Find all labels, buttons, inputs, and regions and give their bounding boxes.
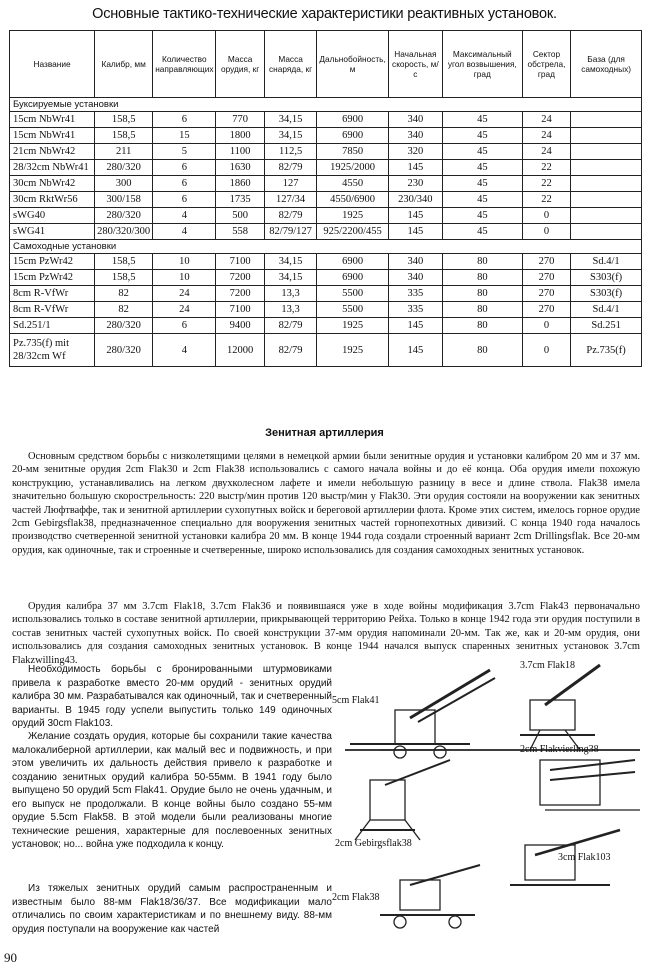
table-cell: 22 <box>522 176 571 192</box>
table-cell: 6 <box>153 112 216 128</box>
table-cell: 24 <box>522 144 571 160</box>
label-flakvierling: 2cm Flakvierling38 <box>520 744 599 755</box>
table-cell: 7850 <box>317 144 388 160</box>
table-cell: 80 <box>442 302 522 318</box>
table-cell: 270 <box>522 286 571 302</box>
table-row <box>10 112 642 128</box>
table-cell: S303(f) <box>571 286 642 302</box>
page-number: 90 <box>4 950 17 965</box>
table-cell: 6900 <box>317 254 388 270</box>
table-cell: 34,15 <box>264 112 317 128</box>
paragraph: Основным средством борьбы с низколетящими целями в немецкой армии были зенитные орудия и установки калибром 20 мм и 37 мм. 20-мм зенитные орудия 2cm Flak30 и 2cm Flak38 использовались с самого начала войны и до её конца. Оба орудия имели похожую конструкцию, устанавливались на легком двухколесном лафете и имели небольшую разницу в весе и длине ствола. Flak38 имела значительно большую скорострельность: 220 выстр/мин против 120 выстр/мин у Flak30. Эти орудия состояли на вооружении как зенитных частей Люфтваффе, так и зенитной артиллерии сухопутных войск и береговой артиллерии флота. Кроме этих систем, имелось горное орудие 2cm Gebirgsflak38, предназначенное специально для вооружения зенитных частей горнопехотных дивизий. С конца 1940 года началось производство счетверенной зенитной установки калибра 20 мм. В конце 1944 года создали строенный вариант 2cm Drillingsflak. Все 20-мм орудия, как одиночные, так и строенные и счетверенные, широко использовались для создания самоходных зенитных установок. <box>12 451 640 556</box>
table-cell: 558 <box>216 224 264 240</box>
table-cell: 13,3 <box>264 302 317 318</box>
table-cell: 15cm NbWr41 <box>10 128 95 144</box>
header-cell: Масса снаряда, кг <box>264 31 317 98</box>
table-cell: Sd.4/1 <box>571 254 642 270</box>
table-cell: sWG40 <box>10 208 95 224</box>
table-cell: 925/2200/455 <box>317 224 388 240</box>
table-row <box>10 302 642 318</box>
paragraph: Необходимость борьбы с бронированными штурмовиками привела к разработке вместо 20-мм орудий - зенитных орудий калибра 30 мм. Разрабатывался как одиночный, так и счетверенный варианты. В 1945 году успели выпустить только 149 одиночных орудий 30cm Flak103. <box>12 664 332 729</box>
table-row <box>10 270 642 286</box>
table-cell: 28/32cm NbWr41 <box>10 160 95 176</box>
table-cell: 158,5 <box>95 254 153 270</box>
table-cell: 280/320 <box>95 334 153 367</box>
table-cell: Pz.735(f) <box>571 334 642 367</box>
table-cell: 1735 <box>216 192 264 208</box>
paragraph: Желание создать орудия, которые бы сохранили такие качества малокалиберной артиллерии, как малый вес и подвижность, и при этом увеличить их дальность действия привело к разработке и созданию зенитных орудий калибра 50-55мм. В 1941 году было выпущено 50 орудий 5cm Flak41. Орудие было не очень удачным, и его выпуск не продолжали. В конце войны было создано 55-мм орудие 5.5cm Flak58. В этой модели были реализованы многие технические решения, характерные для послевоенных зенитных установок; но... война уже подходила к концу. <box>12 731 332 850</box>
table-cell <box>571 192 642 208</box>
table-cell: 6 <box>153 318 216 334</box>
group-row <box>10 240 642 254</box>
table-cell: 7200 <box>216 270 264 286</box>
header-cell: Максимальный угол возвышения, град <box>442 31 522 98</box>
table-cell <box>571 144 642 160</box>
table-cell: 280/320 <box>95 318 153 334</box>
table-cell: 82/79 <box>264 208 317 224</box>
table-cell <box>571 208 642 224</box>
table-cell: 13,3 <box>264 286 317 302</box>
table-cell: 112,5 <box>264 144 317 160</box>
table-cell: 9400 <box>216 318 264 334</box>
table-cell: 1100 <box>216 144 264 160</box>
table-cell: 80 <box>442 334 522 367</box>
table-cell: 6 <box>153 192 216 208</box>
table-cell <box>10 334 95 367</box>
table-cell: 34,15 <box>264 270 317 286</box>
table-cell: 0 <box>522 334 571 367</box>
table-row <box>10 128 642 144</box>
table-cell: 6900 <box>317 128 388 144</box>
table-cell: 340 <box>388 112 442 128</box>
table-cell: 24 <box>153 286 216 302</box>
table-cell: 30cm NbWr42 <box>10 176 95 192</box>
table-cell: 15cm NbWr41 <box>10 112 95 128</box>
table-cell: 6900 <box>317 112 388 128</box>
table-cell: 24 <box>522 112 571 128</box>
paragraph: Орудия калибра 37 мм 3.7cm Flak18, 3.7cm Flak36 и появившаяся уже в ходе войны модификация 3.7cm Flak43 первоначально использовались только в составе зенитной артиллерии, прикрывающей территорию Рейха. Только в конце 1942 года эти орудия поступили в состав зенитных частей сухопутных войск. По своей конструкции 37-мм орудия напоминали 20-мм. Так же, как и 20-мм орудия, они использовались для создания самоходных зенитных установок. В конце 1944 началcя выпуск спаренных зенитных установок 3.7cm Flakzwilling43. <box>12 601 640 666</box>
table-cell: 4550/6900 <box>317 192 388 208</box>
table-cell <box>571 224 642 240</box>
table-cell: 82/79 <box>264 334 317 367</box>
table-cell: 24 <box>522 128 571 144</box>
table-cell: 270 <box>522 302 571 318</box>
table-cell: 770 <box>216 112 264 128</box>
table-cell: 158,5 <box>95 112 153 128</box>
table-cell: 145 <box>388 208 442 224</box>
table-cell: 280/320 <box>95 208 153 224</box>
table-cell: 145 <box>388 224 442 240</box>
table-cell: 230 <box>388 176 442 192</box>
label-gebirgsflak: 2cm Gebirgsflak38 <box>335 838 412 849</box>
table-cell: 7200 <box>216 286 264 302</box>
header-cell: Масса орудия, кг <box>216 31 264 98</box>
guns-illustration <box>332 660 645 942</box>
page-title: Основные тактико-технические характеристики реактивных установок. <box>92 6 557 22</box>
table-cell: 45 <box>442 144 522 160</box>
guns-drawing <box>340 660 645 942</box>
group-label-towed: Буксируемые установки <box>10 98 642 112</box>
table-cell: 1800 <box>216 128 264 144</box>
table-cell: 158,5 <box>95 270 153 286</box>
table-cell: 1925 <box>317 334 388 367</box>
table-cell: 145 <box>388 318 442 334</box>
table-cell: 45 <box>442 176 522 192</box>
table-cell: 30cm RktWr56 <box>10 192 95 208</box>
table-row <box>10 176 642 192</box>
table-cell: 12000 <box>216 334 264 367</box>
header-cell: Название <box>10 31 95 98</box>
table-row <box>10 192 642 208</box>
label-flak38: 2cm Flak38 <box>332 892 380 903</box>
table-cell: 320 <box>388 144 442 160</box>
table-cell: 22 <box>522 192 571 208</box>
table-cell: 45 <box>442 208 522 224</box>
flak18-drawing <box>520 665 600 750</box>
table-cell: Sd.4/1 <box>571 302 642 318</box>
table-row <box>10 254 642 270</box>
table-cell: 335 <box>388 302 442 318</box>
table-cell: 15 <box>153 128 216 144</box>
header-cell: База (для самоходных) <box>571 31 642 98</box>
header-cell: Начальная скорость, м/с <box>388 31 442 98</box>
gebirgsflak-drawing <box>355 760 450 840</box>
group-label-self-propelled: Самоходные установки <box>10 240 642 254</box>
table-cell: 1860 <box>216 176 264 192</box>
table-cell: 1925/2000 <box>317 160 388 176</box>
table-cell: 270 <box>522 270 571 286</box>
table-cell: 45 <box>442 224 522 240</box>
table-cell: 21cm NbWr42 <box>10 144 95 160</box>
table-cell: 82/79/127 <box>264 224 317 240</box>
table-cell: 127/34 <box>264 192 317 208</box>
section-title: Зенитная артиллерия <box>265 427 384 439</box>
table-row <box>10 286 642 302</box>
table-cell: 340 <box>388 254 442 270</box>
group-row <box>10 98 642 112</box>
cell-line: 28/32cm Wf <box>13 351 66 362</box>
table-cell: 0 <box>522 208 571 224</box>
table-cell: 127 <box>264 176 317 192</box>
flak38-drawing <box>380 865 480 928</box>
table-header-row <box>10 31 642 98</box>
table-cell: sWG41 <box>10 224 95 240</box>
paragraph: Из тяжелых зенитных орудий самым распространенным и известным было 88-мм Flak18/36/37. Все модификации мало отличались по своим характеристикам и по внешнему виду. 88-мм орудия поступали на вооружение как частей <box>12 883 332 935</box>
table-cell: 7100 <box>216 302 264 318</box>
table-cell: 15cm PzWr42 <box>10 254 95 270</box>
table-cell: 4550 <box>317 176 388 192</box>
table-cell: 82/79 <box>264 318 317 334</box>
table-cell: 22 <box>522 160 571 176</box>
table-cell: 270 <box>522 254 571 270</box>
table-cell: 300/158 <box>95 192 153 208</box>
table-row <box>10 144 642 160</box>
table-cell: 5 <box>153 144 216 160</box>
table-cell: 80 <box>442 270 522 286</box>
table-cell: 80 <box>442 286 522 302</box>
table-cell: 145 <box>388 160 442 176</box>
label-flak103: 3cm Flak103 <box>558 852 611 863</box>
table-cell: 8cm R-VfWr <box>10 302 95 318</box>
table-cell: 4 <box>153 208 216 224</box>
cell-line: Pz.735(f) mit <box>13 338 69 349</box>
table-cell: 0 <box>522 224 571 240</box>
table-cell: 82 <box>95 302 153 318</box>
table-cell: 80 <box>442 318 522 334</box>
table-cell: 6 <box>153 160 216 176</box>
specs-table <box>9 30 642 367</box>
table-row <box>10 224 642 240</box>
table-cell <box>571 112 642 128</box>
table-cell: 80 <box>442 254 522 270</box>
label-flak18: 3.7cm Flak18 <box>520 660 575 671</box>
table-row <box>10 208 642 224</box>
table-cell: 45 <box>442 192 522 208</box>
table-cell: 280/320 <box>95 160 153 176</box>
table-cell: 280/320/300 <box>95 224 153 240</box>
table-cell: 6 <box>153 176 216 192</box>
table-cell: 5500 <box>317 286 388 302</box>
table-cell: Sd.251 <box>571 318 642 334</box>
table-cell: 24 <box>153 302 216 318</box>
table-cell: 45 <box>442 112 522 128</box>
table-cell: 145 <box>388 334 442 367</box>
table-cell: 1925 <box>317 318 388 334</box>
table-cell: 211 <box>95 144 153 160</box>
table-cell: 10 <box>153 254 216 270</box>
table-cell: 6900 <box>317 270 388 286</box>
header-cell: Калибр, мм <box>95 31 153 98</box>
table-cell: S303(f) <box>571 270 642 286</box>
header-cell: Сектор обстрела, град <box>522 31 571 98</box>
table-cell: 8cm R-VfWr <box>10 286 95 302</box>
table-cell: 5500 <box>317 302 388 318</box>
header-cell: Количество направляющих <box>153 31 216 98</box>
table-cell: 34,15 <box>264 128 317 144</box>
table-cell: 4 <box>153 224 216 240</box>
table-cell: 300 <box>95 176 153 192</box>
table-cell: 82/79 <box>264 160 317 176</box>
table-cell: 1925 <box>317 208 388 224</box>
table-cell: 340 <box>388 128 442 144</box>
table-cell: Sd.251/1 <box>10 318 95 334</box>
table-cell: 500 <box>216 208 264 224</box>
header-cell: Дальнобойность, м <box>317 31 388 98</box>
table-cell: 340 <box>388 270 442 286</box>
table-cell: 10 <box>153 270 216 286</box>
table-cell: 0 <box>522 318 571 334</box>
table-cell: 4 <box>153 334 216 367</box>
table-cell <box>571 128 642 144</box>
table-row <box>10 334 642 367</box>
table-cell: 158,5 <box>95 128 153 144</box>
table-cell: 335 <box>388 286 442 302</box>
table-cell: 82 <box>95 286 153 302</box>
table-cell: 45 <box>442 160 522 176</box>
flak41-drawing <box>350 670 495 758</box>
table-cell: 34,15 <box>264 254 317 270</box>
table-cell: 1630 <box>216 160 264 176</box>
table-cell <box>571 176 642 192</box>
table-cell <box>571 160 642 176</box>
table-row <box>10 318 642 334</box>
label-flak41: 5cm Flak41 <box>332 695 380 706</box>
table-row <box>10 160 642 176</box>
table-cell: 45 <box>442 128 522 144</box>
table-cell: 230/340 <box>388 192 442 208</box>
table-cell: 15cm PzWr42 <box>10 270 95 286</box>
table-cell: 7100 <box>216 254 264 270</box>
